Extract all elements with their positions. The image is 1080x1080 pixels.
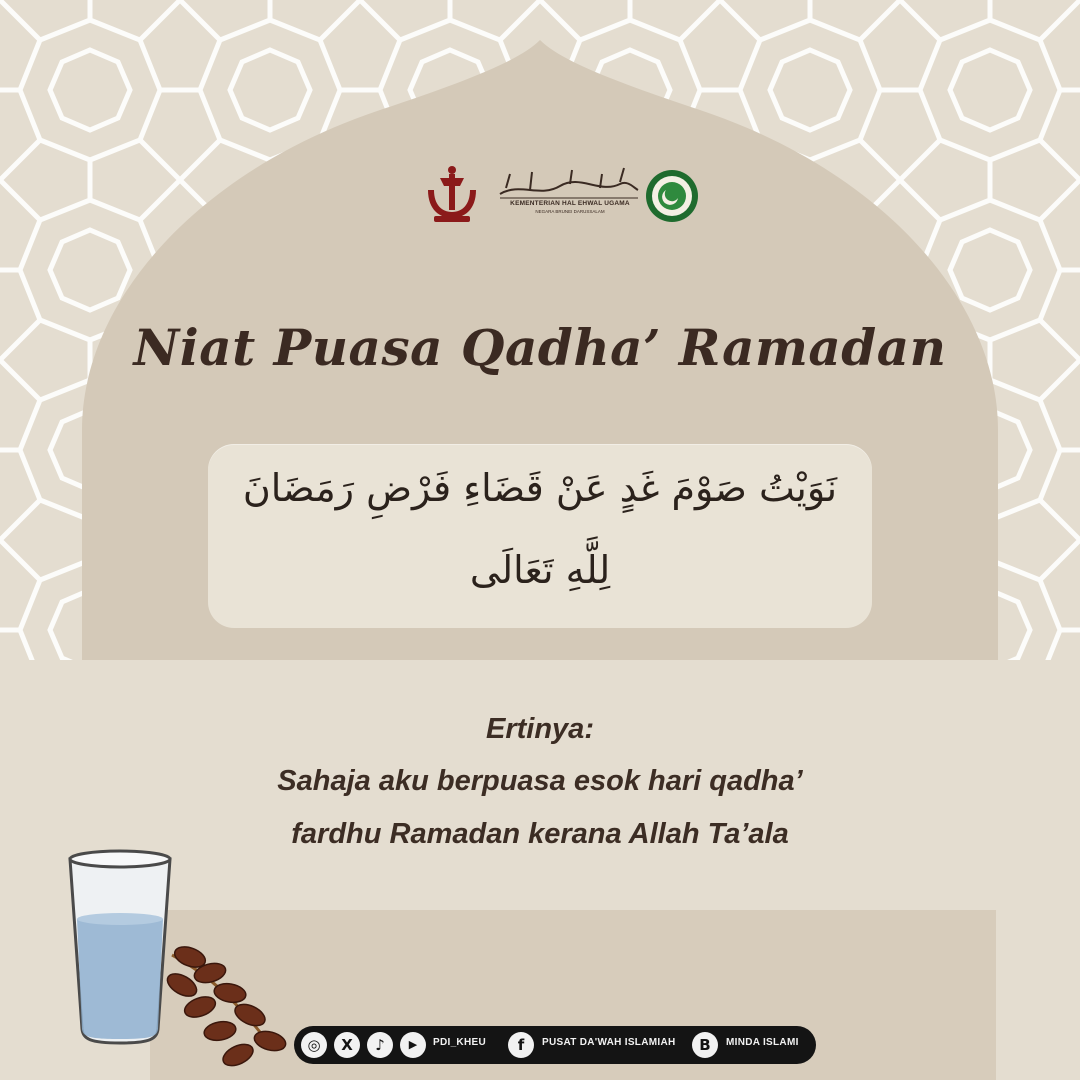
facebook-icon[interactable]: f: [508, 1032, 534, 1058]
ministry-subtitle: NEGARA BRUNEI DARUSSALAM: [535, 209, 605, 214]
arabic-niat-line-2: لِلَّهِ تَعَالَى: [469, 548, 611, 592]
x-icon[interactable]: X: [334, 1032, 360, 1058]
page-title: Niat Puasa Qadha’ Ramadan: [133, 318, 947, 377]
water-glass-and-dates-illustration: [60, 845, 300, 1080]
meaning-label: Ertinya:: [486, 713, 594, 745]
header-logos: [420, 160, 700, 232]
ministry-calligraphy-icon: [500, 168, 638, 198]
blog-name[interactable]: MINDA ISLAMI: [726, 1037, 799, 1048]
ministry-name: KEMENTERIAN HAL EHWAL UGAMA: [510, 200, 630, 207]
instagram-icon[interactable]: ◎: [301, 1032, 327, 1058]
dates-fruit-icon: [164, 943, 288, 1070]
tiktok-icon[interactable]: ♪: [367, 1032, 393, 1058]
water-glass-icon: [70, 851, 170, 1043]
islamic-council-seal-icon: [646, 170, 698, 222]
meaning-line-1: Sahaja aku berpuasa esok hari qadha’: [277, 765, 803, 797]
social-handle[interactable]: PDI_KHEU: [433, 1037, 486, 1048]
arabic-niat-line-1: نَوَيْتُ صَوْمَ غَدٍ عَنْ قَضَاءِ فَرْضِ رَمَضَانَ: [242, 466, 838, 510]
facebook-page-name[interactable]: PUSAT DA'WAH ISLAMIAH: [542, 1037, 676, 1048]
youtube-icon[interactable]: ▶: [400, 1032, 426, 1058]
blogger-icon[interactable]: B: [692, 1032, 718, 1058]
brunei-crest-icon: [428, 166, 476, 222]
meaning-line-2: fardhu Ramadan kerana Allah Ta’ala: [291, 818, 789, 850]
